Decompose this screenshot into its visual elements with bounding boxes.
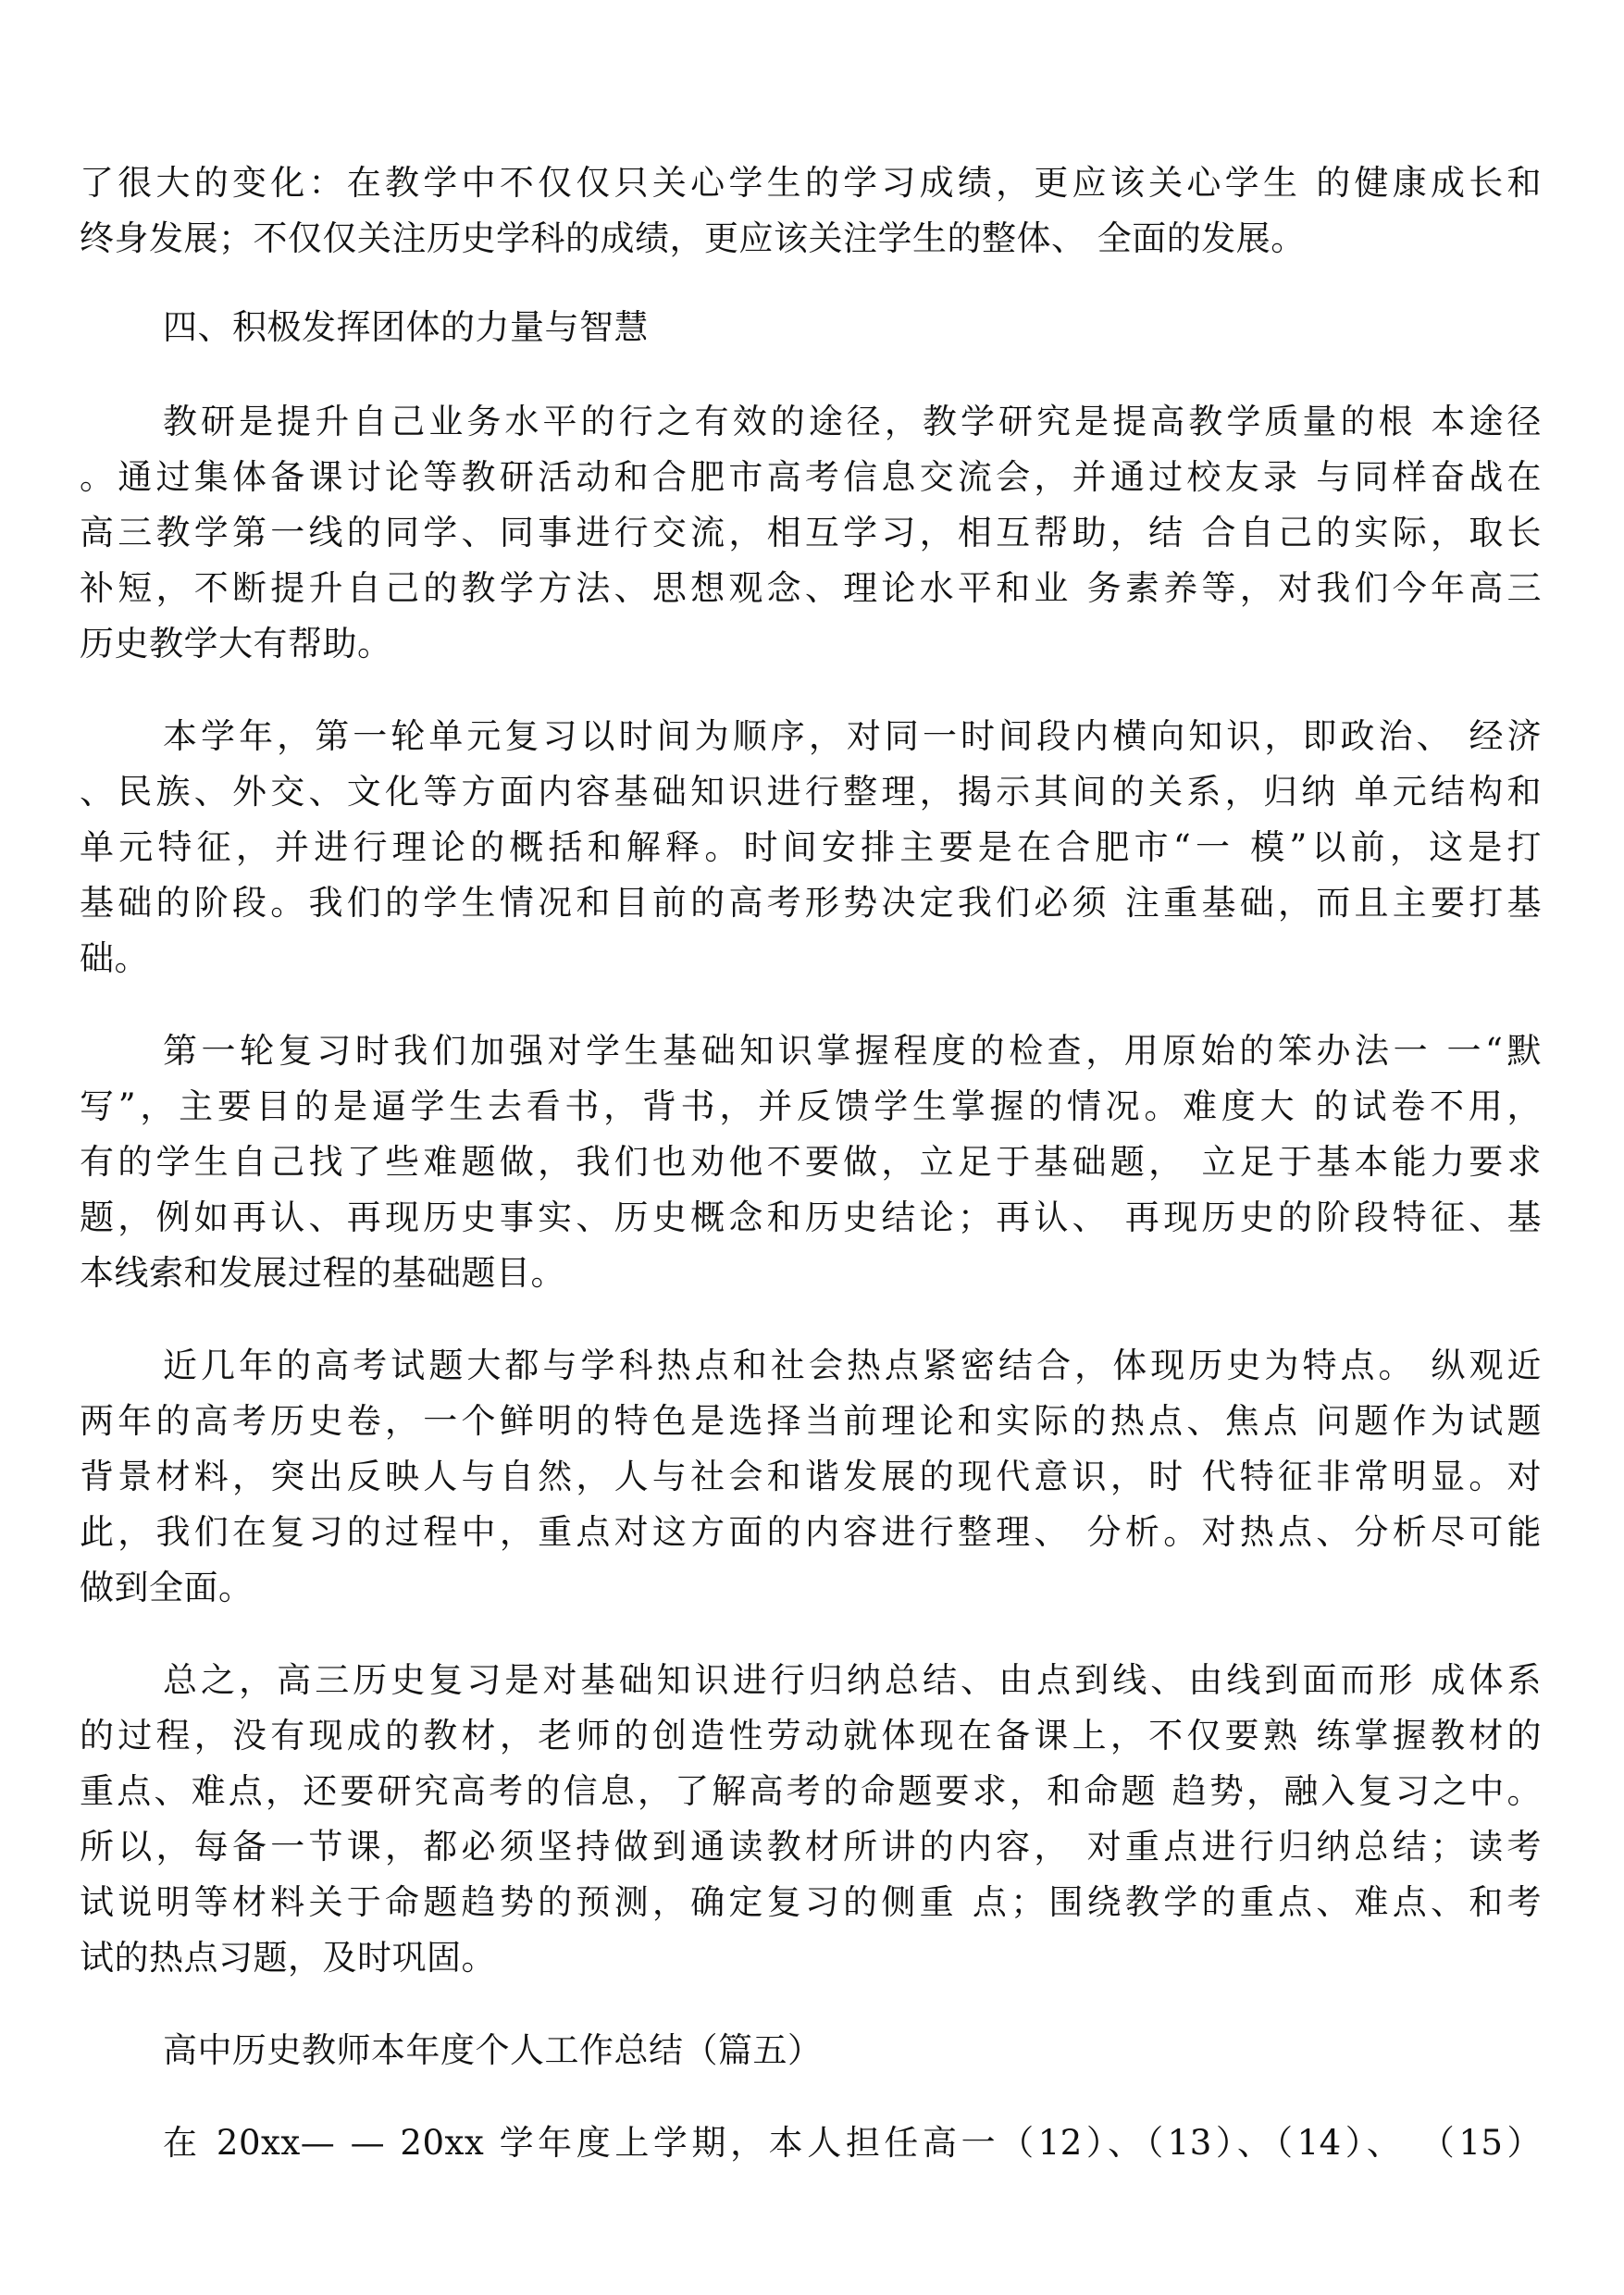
text-line: 所以，每备一节课，都必须坚持做到通读教材所讲的内容， 对重点进行归纳总结；读考 xyxy=(80,1827,1542,1867)
text-line: 第一轮复习时我们加强对学生基础知识掌握程度的检查，用原始的笨办法一 一“默 xyxy=(163,1031,1542,1071)
text-line: 有的学生自己找了些难题做，我们也劝他不要做，立足于基础题， 立足于基本能力要求 xyxy=(80,1142,1542,1182)
text-line: 。通过集体备课讨论等教研活动和合肥市高考信息交流会，并通过校友录 与同样奋战在 xyxy=(80,457,1542,497)
text-line: 、民族、外交、文化等方面内容基础知识进行整理，揭示其间的关系，归纳 单元结构和 xyxy=(80,772,1542,812)
text-line: 教研是提升自己业务水平的行之有效的途径，教学研究是提高教学质量的根 本途径 xyxy=(163,402,1542,441)
text-line: 了很大的变化：在教学中不仅仅只关心学生的学习成绩，更应该关心学生 的健康成长和 xyxy=(80,163,1542,203)
text-line: 本学年，第一轮单元复习以时间为顺序，对同一时间段内横向知识，即政治、 经济 xyxy=(163,716,1542,756)
text-line: 历史教学大有帮助。 xyxy=(80,624,392,664)
text-line: 础。 xyxy=(80,938,149,978)
text-line: 写”，主要目的是逼学生去看书，背书，并反馈学生掌握的情况。难度大 的试卷不用， xyxy=(80,1086,1542,1126)
section-heading: 高中历史教师本年度个人工作总结（篇五） xyxy=(163,2030,823,2070)
text-line: 基础的阶段。我们的学生情况和目前的高考形势决定我们必须 注重基础，而且主要打基 xyxy=(80,883,1542,923)
text-line: 试说明等材料关于命题趋势的预测，确定复习的侧重 点；围绕教学的重点、难点、和考 xyxy=(80,1882,1542,1922)
text-line: 补短，不断提升自己的教学方法、思想观念、理论水平和业 务素养等，对我们今年高三 xyxy=(80,568,1542,608)
text-line: 高三教学第一线的同学、同事进行交流，相互学习，相互帮助，结 合自己的实际，取长 xyxy=(80,513,1542,552)
text-line: 近几年的高考试题大都与学科热点和社会热点紧密结合，体现历史为特点。 纵观近 xyxy=(163,1346,1542,1385)
text-line: 重点、难点，还要研究高考的信息，了解高考的命题要求，和命题 趋势，融入复习之中。 xyxy=(80,1771,1542,1811)
section-heading: 四、积极发挥团体的力量与智慧 xyxy=(163,307,649,347)
text-line: 两年的高考历史卷，一个鲜明的特色是选择当前理论和实际的热点、焦点 问题作为试题 xyxy=(80,1401,1542,1441)
text-line: 单元特征，并进行理论的概括和解释。时间安排主要是在合肥市“一 模”以前，这是打 xyxy=(80,827,1542,867)
text-line: 在 20xx— — 20xx 学年度上学期，本人担任高一（12）、（13）、（14）、 （15） xyxy=(163,2123,1542,2163)
text-line: 做到全面。 xyxy=(80,1568,254,1607)
text-line: 本线索和发展过程的基础题目。 xyxy=(80,1253,565,1293)
text-line: 的过程，没有现成的教材，老师的创造性劳动就体现在备课上，不仅要熟 练掌握教材的 xyxy=(80,1716,1542,1755)
text-line: 终身发展；不仅仅关注历史学科的成绩，更应该关注学生的整体、 全面的发展。 xyxy=(80,218,1306,258)
text-line: 此，我们在复习的过程中，重点对这方面的内容进行整理、 分析。对热点、分析尽可能 xyxy=(80,1512,1542,1552)
text-line: 题，例如再认、再现历史事实、历史概念和历史结论；再认、 再现历史的阶段特征、基 xyxy=(80,1197,1542,1237)
text-line: 总之，高三历史复习是对基础知识进行归纳总结、由点到线、由线到面而形 成体系 xyxy=(163,1660,1542,1700)
text-line: 试的热点习题，及时巩固。 xyxy=(80,1938,496,1978)
text-line: 背景材料，突出反映人与自然，人与社会和谐发展的现代意识，时 代特征非常明显。对 xyxy=(80,1457,1542,1496)
